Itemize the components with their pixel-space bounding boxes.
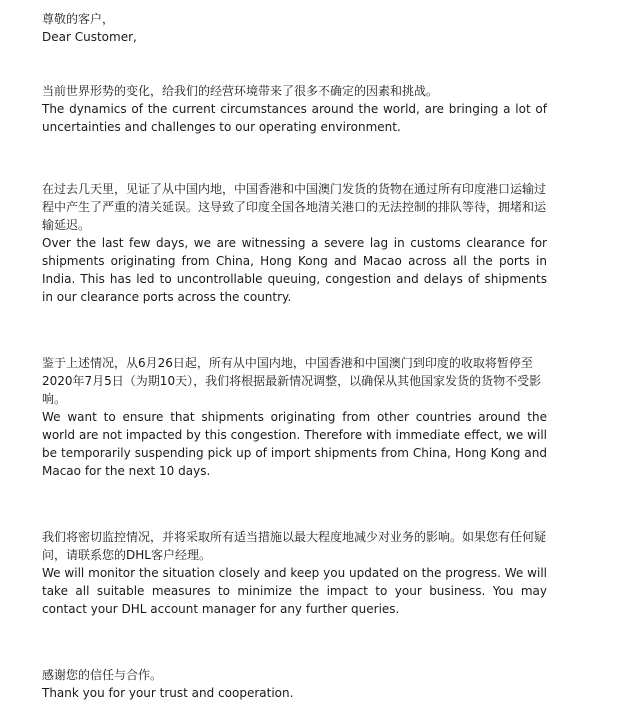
paragraph-1-zh: 当前世界形势的变化，给我们的经营环境带来了很多不确定的因素和挑战。: [42, 84, 439, 98]
closing-block: [42, 666, 547, 702]
paragraph-2: [42, 180, 547, 306]
greeting-en: Dear Customer,: [42, 30, 137, 44]
paragraph-3-zh: 鉴于上述情况，从6月26日起，所有从中国内地，中国香港和中国澳门到印度的收取将暂停至2020年7月5日（为期10天），我们将根据最新情况调整，以确保从其他国家发货的货物不受影响。: [42, 356, 542, 406]
paragraph-4-zh: 我们将密切监控情况，并将采取所有适当措施以最大程度地减少对业务的影响。如果您有任何疑问，请联系您的DHL客户经理。: [42, 530, 547, 562]
paragraph-4-en: We will monitor the situation closely and keep you updated on the progress. We will take all suitable measures to minimize the impact to your business. You may contact your DHL account manager for any further queries.: [42, 566, 547, 616]
paragraph-3: [42, 354, 547, 480]
paragraph-2-en: Over the last few days, we are witnessing a severe lag in customs clearance for shipments originating from China, Hong Kong and Macao across all the ports in India. This has led to uncontrollable queuing, congestion and delays of shipments in our clearance ports across the country.: [42, 236, 547, 304]
closing-en: Thank you for your trust and cooperation.: [42, 686, 294, 700]
closing-zh: 感谢您的信任与合作。: [42, 668, 163, 682]
greeting-zh: 尊敬的客户，: [42, 12, 115, 26]
paragraph-2-zh: 在过去几天里，见证了从中国内地，中国香港和中国澳门发货的货物在通过所有印度港口运输过程中产生了严重的清关延误。这导致了印度全国各地清关港口的无法控制的排队等待，拥堵和运输延迟。: [42, 182, 547, 232]
paragraph-4: [42, 528, 547, 618]
paragraph-3-en: We want to ensure that shipments originating from other countries around the world are not impacted by this congestion. Therefore with immediate effect, we will be temporarily suspending pick up of import shipments from China, Hong Kong and Macao for the next 10 days.: [42, 410, 547, 478]
paragraph-1: [42, 82, 547, 136]
paragraph-1-en: The dynamics of the current circumstances around the world, are bringing a lot of uncertainties and challenges to our operating environment.: [42, 102, 547, 134]
greeting-block: [42, 10, 547, 46]
